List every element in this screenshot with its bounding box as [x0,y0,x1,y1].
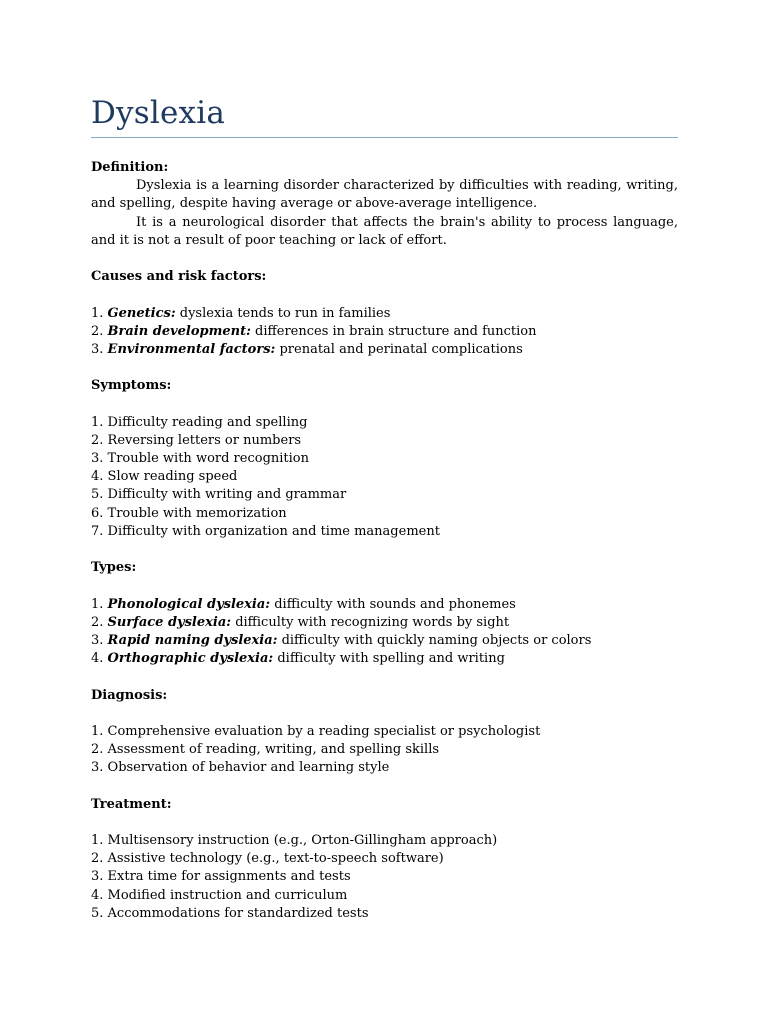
types-list-item [91,596,678,614]
types-list-item [91,614,678,632]
types-list-item [91,650,678,668]
item-number: 3. [91,341,104,357]
item-number: 2. [91,323,104,339]
item-term: Brain development: [107,323,251,339]
treatment-list-item: 3. Extra time for assignments and tests [91,869,351,885]
item-term: Genetics: [107,305,176,321]
section-gap [91,286,678,304]
treatment-list-item: 2. Assistive technology (e.g., text-to-speech software) [91,851,444,867]
types-list-item [91,632,678,650]
definition-paragraph: It is a neurological disorder that affects the brain's ability to process language, and it is not a result of poor teaching or lack of effort. [91,214,678,248]
treatment-list-item: 4. Modified instruction and curriculum [91,887,348,903]
symptoms-list-item: 4. Slow reading speed [91,469,238,485]
causes-list-item [91,305,678,323]
item-term: Rapid naming dyslexia: [107,632,278,648]
item-text: differences in brain structure and function [255,323,537,339]
section-gap [91,359,678,377]
treatment-list-item: 5. Accommodations for standardized tests [91,905,369,921]
symptoms-list-item: 3. Trouble with word recognition [91,451,310,467]
symptoms-list-item: 7. Difficulty with organization and time management [91,523,440,539]
causes-list-item [91,323,678,341]
section-gap [91,668,678,686]
section-gap [91,777,678,795]
types-heading: Types: [91,560,137,576]
section-gap [91,577,678,595]
document-title: Dyslexia [91,95,226,131]
section-gap [91,705,678,723]
section-gap [91,250,678,268]
title-underline-divider [91,137,678,138]
item-number: 2. [91,614,104,630]
item-number: 1. [91,596,104,612]
document-body [91,159,678,923]
item-number: 4. [91,651,104,667]
symptoms-list-item: 5. Difficulty with writing and grammar [91,487,347,503]
item-term: Phonological dyslexia: [107,596,271,612]
causes-heading: Causes and risk factors: [91,269,267,285]
item-text: prenatal and perinatal complications [279,341,523,357]
definition-heading: Definition: [91,160,169,175]
definition-paragraph: Dyslexia is a learning disorder characterized by difficulties with reading, writing, and spelling, despite having average or above-average intelligence. [91,178,678,212]
item-text: difficulty with recognizing words by sight [235,614,510,630]
section-gap [91,541,678,559]
item-term: Orthographic dyslexia: [107,651,274,667]
item-number: 3. [91,632,104,648]
item-text: difficulty with sounds and phonemes [274,596,516,612]
treatment-heading: Treatment: [91,796,172,812]
item-text: dyslexia tends to run in families [179,305,391,321]
symptoms-list-item: 6. Trouble with memorization [91,505,287,521]
causes-list-item [91,341,678,359]
diagnosis-heading: Diagnosis: [91,687,168,703]
diagnosis-list-item: 3. Observation of behavior and learning style [91,760,390,776]
symptoms-list-item: 2. Reversing letters or numbers [91,432,302,448]
item-number: 1. [91,305,104,321]
item-term: Surface dyslexia: [107,614,232,630]
item-text: difficulty with spelling and writing [277,651,505,667]
symptoms-heading: Symptoms: [91,378,172,394]
section-gap [91,396,678,414]
item-term: Environmental factors: [107,341,276,357]
diagnosis-list-item: 2. Assessment of reading, writing, and spelling skills [91,742,440,758]
section-gap [91,814,678,832]
item-text: difficulty with quickly naming objects or colors [281,632,592,648]
treatment-list-item: 1. Multisensory instruction (e.g., Orton-Gillingham approach) [91,833,498,848]
symptoms-list-item: 1. Difficulty reading and spelling [91,414,308,430]
diagnosis-list-item: 1. Comprehensive evaluation by a reading specialist or psychologist [91,723,541,739]
